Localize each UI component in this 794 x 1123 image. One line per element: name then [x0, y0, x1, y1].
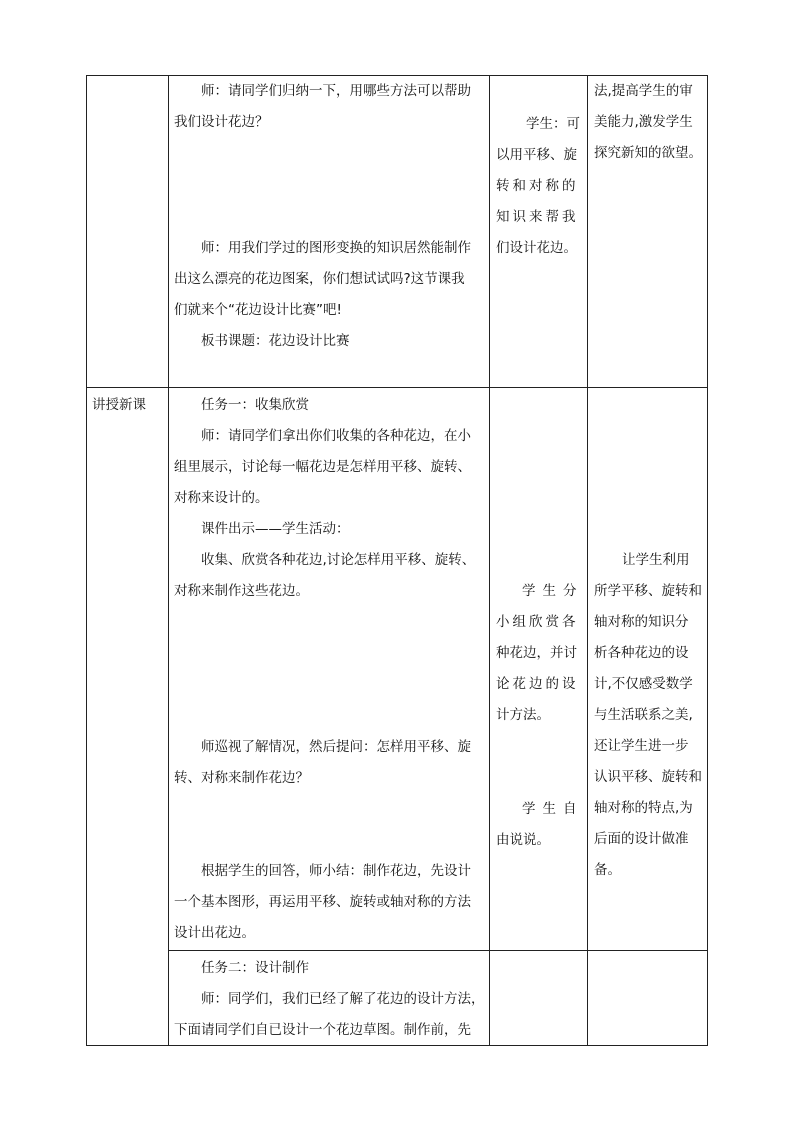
text-line: 让学生利用 — [622, 552, 690, 568]
table-right-border — [707, 75, 708, 1046]
text-line: 知识来帮我 — [496, 209, 579, 225]
text-line: 还让学生进一步 — [594, 738, 689, 754]
text-line: 师：用我们学过的图形变换的知识居然能制作 — [201, 240, 471, 256]
text-line: 探究新知的欲望。 — [594, 145, 702, 161]
row2-teacher-activity-2 — [174, 732, 471, 794]
row1-teacher-activity-2 — [174, 233, 471, 357]
text-line: 计,不仅感受数学 — [594, 676, 693, 692]
text-line: 轴对称的特点,为 — [594, 800, 693, 816]
text-line: 们就来个“花边设计比赛”吧! — [174, 302, 342, 318]
text-line: 所学平移、旋转和 — [594, 583, 702, 599]
text-line: 组里展示，讨论每一幅花边是怎样用平移、旋转、 — [174, 459, 471, 475]
table-left-border — [86, 75, 87, 1046]
text-line: 小组欣赏各 — [496, 614, 579, 630]
text-line: 轴对称的知识分 — [594, 614, 689, 630]
column-divider-2 — [489, 75, 490, 1046]
row2-design-intent — [594, 545, 702, 886]
task-heading: 任务二：设计制作 — [201, 960, 309, 976]
text-line: 后面的设计做准 — [594, 831, 689, 847]
text-line: 转和对称的 — [496, 178, 579, 194]
text-line: 一个基本图形，再运用平移、旋转或轴对称的方法 — [174, 894, 471, 910]
text-line: 美能力,激发学生 — [594, 114, 693, 130]
column-divider-1 — [168, 75, 169, 1046]
text-line: 我们设计花边？ — [174, 114, 269, 130]
text-line: 师：请同学们归纳一下，用哪些方法可以帮助 — [201, 83, 471, 99]
text-line: 们设计花边。 — [496, 240, 577, 256]
stage-name: 讲授新课 — [92, 397, 146, 413]
text-line: 对称来制作这些花边。 — [174, 583, 309, 599]
row1-design-intent — [594, 76, 702, 169]
text-line: 以用平移、旋 — [496, 147, 577, 163]
text-line: 课件出示——学生活动： — [201, 521, 350, 537]
text-line: 师：请同学们拿出你们收集的各种花边，在小 — [201, 428, 471, 444]
text-line: 学生：可 — [526, 116, 580, 132]
text-line: 学生分 — [522, 583, 584, 599]
text-line: 师巡视了解情况，然后提问：怎样用平移、旋 — [201, 739, 471, 755]
row1-teacher-activity — [174, 76, 471, 138]
row-divider-2 — [168, 950, 707, 951]
text-line: 与生活联系之美, — [594, 707, 693, 723]
text-line: 对称来设计的。 — [174, 490, 269, 506]
text-line: 师：同学们，我们已经了解了花边的设计方法， — [201, 991, 485, 1007]
row2-teacher-activity — [174, 390, 475, 607]
text-line: 根据学生的回答，师小结：制作花边，先设计 — [201, 863, 471, 879]
row2-student-activity-2 — [496, 794, 584, 856]
text-line: 析各种花边的设 — [594, 645, 689, 661]
text-line: 学生自 — [522, 801, 584, 817]
task-heading: 任务一：收集欣赏 — [201, 397, 309, 413]
text-line: 设计出花边。 — [174, 925, 255, 941]
row2-teacher-activity-3 — [174, 856, 471, 949]
column-divider-3 — [587, 75, 588, 1046]
text-line: 计方法。 — [496, 707, 550, 723]
text-line: 由说说。 — [496, 832, 550, 848]
text-line: 法,提高学生的审 — [594, 83, 693, 99]
text-line: 认识平移、旋转和 — [594, 769, 702, 785]
row2-stage-label — [92, 390, 146, 421]
row2-student-activity — [496, 576, 584, 731]
text-line: 下面请同学们自已设计一个花边草图。制作前，先 — [174, 1022, 471, 1038]
text-line: 备。 — [594, 862, 621, 878]
row-divider-1 — [86, 387, 707, 388]
row1-student-activity — [496, 109, 580, 264]
text-line: 论花边的设 — [496, 676, 579, 692]
text-line: 种花边，并讨 — [496, 645, 577, 661]
text-line: 转、对称来制作花边？ — [174, 770, 309, 786]
text-line: 收集、欣赏各种花边,讨论怎样用平移、旋转、 — [201, 552, 476, 568]
row3-teacher-activity — [174, 953, 485, 1046]
text-line: 板书课题：花边设计比赛 — [201, 333, 350, 349]
text-line: 出这么漂亮的花边图案，你们想试试吗?这节课我 — [174, 271, 465, 287]
